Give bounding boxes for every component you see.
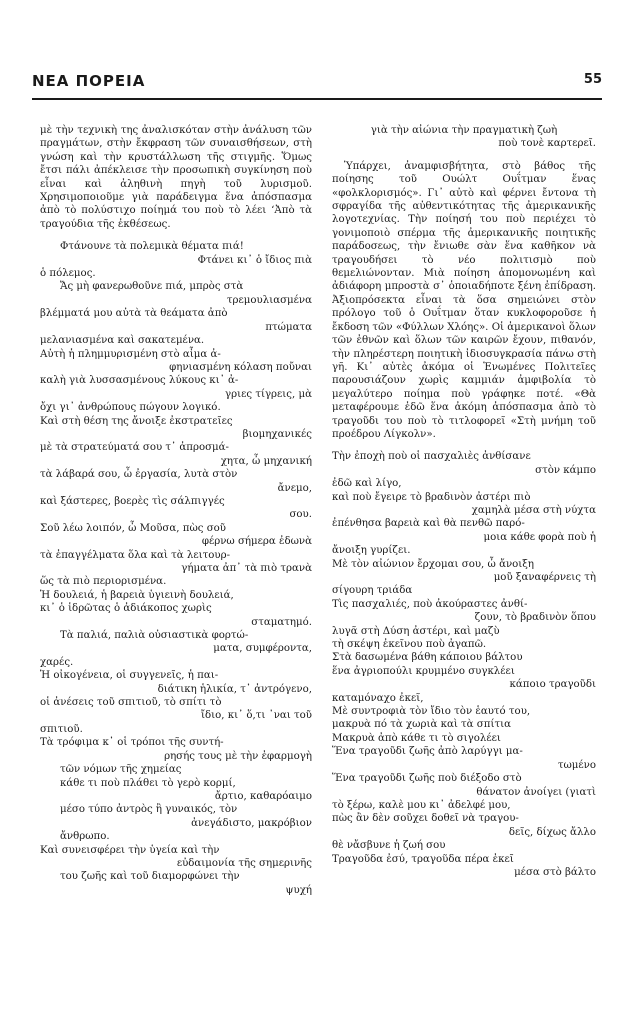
poem-line: ἄνεμο, — [277, 482, 312, 494]
poem-line: πτώματα — [265, 321, 312, 333]
poem-line: Μὲ συντροφιὰ τὸν ἴδιο τὸν ἑαυτό του, — [332, 706, 531, 718]
poem-line: Στὰ δασωμένα βάθη κάποιου βάλτου — [332, 652, 523, 664]
left-poem — [40, 240, 312, 897]
poem-line: ἐπένθησα βαρειὰ καὶ θὰ πενθῶ παρό- — [332, 518, 525, 530]
poem-line: σίγουρη τριάδα — [332, 585, 413, 597]
running-header — [32, 70, 602, 100]
poem-line: κάποιο τραγοῦδι — [509, 679, 596, 691]
poem-line: μοια κάθε φορὰ ποὺ ἡ — [483, 531, 596, 543]
left-prose-paragraph: μὲ τὴν τεχνικὴ της ἀναλισκόταν στὴν ἀνάλυση τῶν πραγμάτων, στὴν ἔκφραση τῶν συναισθήσεων, στὴ γνώση καὶ τὴν κρυστάλλωση τῆς στιγμῆς. Ὅμως ἔτσι πάλι ἀπέκλεισε τὴν προσωπικὴ συγκίνηση ποὺ εἶναι καὶ ἀληθινὴ πηγὴ τοῦ λυρισμοῦ. Χρησιμοποιοῦμε γιὰ παράδειγμα ἕνα ἀπόσπασμα ἀπὸ τὸ πολύστιχο ποίημά του ποὺ τὸ λέει ‘Ἀπὸ τὰ τραγούδια τῆς ἐκθέσεως. — [40, 125, 312, 230]
poem-line: ἄνοιξη γυρίζει. — [332, 545, 411, 557]
poem-line: γιὰ τὴν αἰώνια τὴν πραγματικὴ ζωὴ — [370, 125, 558, 136]
poem-line: Τὰ τρόφιμα κ᾿ οἱ τρόποι τῆς συντή- — [40, 737, 224, 749]
poem-line: διάτικη ἡλικία, τ᾿ ἀντρόγενο, — [157, 683, 312, 695]
poem-line: σπιτιοῦ. — [40, 723, 83, 735]
poem-line: βλέμματά μου αὐτὰ τὰ θεάματα ἀπὸ — [40, 308, 228, 320]
poem-line: καταμόναχο ἐκεῖ, — [332, 692, 424, 704]
poem-line: Τὴν ἐποχὴ ποὺ οἱ πασχαλιὲς ἀνθίσανε — [332, 451, 531, 463]
page-number: 55 — [583, 72, 602, 87]
poem-line: καλὴ γιὰ λυσσασμένους λύκους κι᾿ ἀ- — [40, 375, 239, 387]
poem-line: Τὰ παλιά, παλιὰ οὐσιαστικὰ φορτώ- — [60, 630, 249, 642]
poem-line: ρησής τους μὲ τὴν ἐφαρμογὴ — [164, 750, 312, 762]
poem-line: ψυχή — [285, 884, 312, 896]
poem-line: Ἡ δουλειά, ἡ βαρειὰ ὑγιεινὴ δουλειά, — [40, 589, 234, 601]
poem-line: Καὶ στὴ θέση της ἄνοιξε ἐκστρατεῖες — [40, 415, 233, 427]
poem-line: ζουν, τὸ βραδινὸν ὅπου — [474, 612, 596, 624]
poem-line: τωμένο — [557, 759, 596, 771]
poem-line: του ζωῆς καὶ τοῦ διαμορφώνει τὴν — [60, 871, 240, 883]
poem-line: ἐδῶ καὶ λίγο, — [332, 478, 402, 490]
poem-line: τρεμουλιασμένα — [226, 294, 312, 306]
poem-line: ὄχι γι᾿ ἀνθρώπους πώγουν λογικό. — [40, 402, 221, 414]
poem-line: Αὐτὴ ἡ πλημμυρισμένη στὸ αἷμα ἀ- — [40, 348, 221, 360]
poem-line: τὸ ξέρω, καλὲ μου κι᾿ ἀδελφέ μου, — [332, 799, 511, 811]
poem-line: χαμηλὰ μέσα στὴ νύχτα — [471, 504, 596, 516]
poem-line: μὲ τὰ στρατεύματά σου τ᾿ ἀπροσμά- — [40, 442, 229, 454]
poem-line: ἄρτιο, καθαρόαιμο — [214, 790, 312, 802]
poem-line: Τὶς πασχαλιές, ποὺ ἀκούραστες ἀνθί- — [332, 598, 528, 610]
right-prose-paragraph: Ὑπάρχει, ἀναμφισβήτητα, στὸ βάθος τῆς ποίησης τοῦ Ουώλτ Ουΐτμαν ἕνας «φολκλορισμός». Γι᾿ αὐτὸ καὶ φέρνει ἔντονα τὴ σφραγίδα τῆς αὐθεντικότητας τῆς ἀμερικανικῆς λογοτεχνίας. Τὴν ποίησή του ποὺ περιέχει τὸ γονιμοποιὸ σπέρμα τῆς ἀμερικανικῆς ποιητικῆς παράδοσεως, τὴν ἔνιωθε σὰν ἕνα καθῆκον νὰ τραγουδήσει τὸ νέο πολιτισμὸ ποὺ θεμελιώνονταν. Μιὰ ποίηση ἀπομονωμένη καὶ ἀδιάφορη μπροστὰ σ᾿ ὁποιαδήποτε ξένη ἐπίδραση. Ἀξιοπρόσεκτα εἶναι τὰ ὅσα σημειώνει στὸν πρόλογο τοῦ ὁ Ουΐτμαν ὅταν κυκλοφοροῦσε ἡ ἔκδοση τῶν «Φύλλων Χλόης». Οἱ ἀμερικανοὶ ὅλων τῶν ἐθνῶν καὶ ὅλων τῶν καιρῶν ἔχουν, πιθανόν, τὴν πληρέστερη ποιητικὴ ἰδιοσυγκρασία πάνω στὴ γῆ. Κι᾿ αὐτὲς ἀκόμα οἱ Ἑνωμένες Πολιτεῖες παρουσιάζουν χωρὶς καμμιάν ἀμφιβολία τὸ μεγαλύτερο ποίημα ποὺ γράφηκε ποτέ. «Θὰ μεταφέρουμε ἐδῶ ἕνα ἀκόμη ἀπόσπασμα ἀπὸ τὸ τραγοῦδι του ποὺ τὸ τιτλοφορεῖ «Στὴ μνήμη τοῦ προέδρου Λίγκολν». — [332, 160, 596, 440]
poem-line: Μακρυὰ ἀπὸ κάθε τι τὸ σιγολέει — [332, 732, 501, 744]
poem-line: Φτάνει κι᾿ ὁ ἴδιος πιὰ — [197, 254, 312, 266]
poem-line: δεῖς, δίχως ἄλλο — [508, 826, 596, 838]
right-column — [332, 124, 596, 1004]
poem-line: Ἕνα τραγοῦδι ζωῆς ποὺ διέξοδο στὸ — [332, 773, 522, 785]
poem-line: θὲ νἄσβυνε ἡ ζωή σου — [332, 840, 446, 852]
poem-line: κι᾿ ὁ ἱδρῶτας ὁ ἀδιάκοπος χωρὶς — [40, 603, 212, 615]
right-opening-lines — [332, 124, 596, 151]
poem-line: Σοῦ λέω λοιπόν, ὦ Μοῦσα, πὼς σοῦ — [40, 522, 226, 534]
poem-line: σου. — [289, 509, 312, 521]
right-poem — [332, 450, 596, 879]
poem-line: χαρές. — [40, 656, 74, 668]
poem-line: ματα, συμφέροντα, — [213, 643, 312, 655]
poem-line: πὼς ἂν δὲν σοῦχει δοθεῖ νὰ τραγου- — [332, 813, 519, 825]
left-column — [40, 124, 312, 1004]
poem-line: Φτάνουνε τὰ πολεμικὰ θέματα πιά! — [60, 241, 244, 253]
poem-line: ἄνθρωπο. — [60, 831, 110, 843]
poem-line: Μὲ τὸν αἰώνιον ἔρχομαι σου, ὦ ἄνοιξη — [332, 558, 534, 570]
poem-line: καὶ ποὺ ἔγειρε τὸ βραδινὸν ἀστέρι πιὸ — [332, 491, 531, 503]
poem-line: ἕνα ἀγριοπούλι κρυμμένο συγκλέει — [332, 665, 515, 677]
poem-line: μελανιασμένα καὶ σακατεμένα. — [40, 335, 205, 347]
poem-line: Καὶ συνεισφέρει τὴν ὑγεία καὶ τὴν — [40, 844, 220, 856]
poem-line: Ἄς μὴ φανερωθοῦνε πιά, μπρὸς στὰ — [60, 281, 244, 293]
poem-line: ὥς τὰ πιὸ περιορισμένα. — [40, 576, 167, 588]
poem-line: σταματημό. — [251, 616, 312, 628]
poem-line: τὰ λάβαρά σου, ὦ ἐργασία, λυτὰ στὸν — [40, 469, 238, 481]
poem-line: ἀνεγάδιστο, μακρόβιον — [191, 817, 312, 829]
poem-line: στὸν κάμπο — [535, 464, 596, 476]
poem-line: φηνιασμένη κόλαση ποὔναι — [169, 361, 312, 373]
poem-line: οἱ ἀνέσεις τοῦ σπιτιοῦ, τὸ σπίτι τὸ — [40, 697, 222, 709]
poem-line: θάνατον ἀνοίγει (γιατὶ — [476, 786, 596, 798]
poem-line: ἴδιο, κι᾿ ὅ,τι ᾿ναι τοῦ — [200, 710, 312, 722]
poem-line: χητα, ὦ μηχανική — [220, 455, 312, 467]
poem-line: εὐδαιμονία τῆς σημερινῆς — [176, 857, 312, 869]
poem-line: Ἡ οἰκογένεια, οἱ συγγενεῖς, ἡ παι- — [40, 670, 219, 682]
poem-line: κάθε τι ποὺ πλάθει τὸ γερὸ κορμί, — [60, 777, 236, 789]
poem-line: τὰ ἐπαγγέλματα ὅλα καὶ τὰ λειτουρ- — [40, 549, 231, 561]
poem-line: ποὺ τονὲ καρτερεῖ. — [498, 138, 596, 150]
poem-line: μέσο τύπο ἀντρὸς ἢ γυναικός, τὸν — [60, 804, 238, 816]
journal-title: ΝΕΑ ΠΟΡΕΙΑ — [32, 72, 146, 90]
poem-line: Ἕνα τραγοῦδι ζωῆς ἀπὸ λαρύγγι μα- — [332, 746, 523, 758]
poem-line: τῶν νόμων τῆς χημείας — [60, 764, 182, 776]
poem-line: τὴ σκέψη ἐκεῖνου ποὺ ἀγαπῶ. — [332, 639, 487, 651]
poem-line: φέρνω σήμερα ἐδωνὰ — [201, 536, 312, 548]
poem-line: καὶ ξάστερες, βοερὲς τὶς σάλπιγγές — [40, 495, 225, 507]
poem-line: Τραγοῦδα ἐσύ, τραγοῦδα πέρα ἐκεῖ — [332, 853, 514, 865]
poem-line: ὁ πόλεμος. — [40, 268, 96, 280]
poem-line: λυγᾶ στὴ Δύση ἀστέρι, καὶ μαζὺ — [332, 625, 500, 637]
poem-line: μέσα στὸ βάλτο — [514, 866, 596, 878]
poem-line: γήματα ἀπ᾿ τὰ πιὸ τρανὰ — [181, 563, 312, 574]
poem-line: μοῦ ξαναφέρνεις τὴ — [493, 572, 596, 583]
poem-line: γριες τίγρεις, μὰ — [225, 388, 312, 400]
poem-line: μακρυὰ πό τὰ χωριὰ καὶ τὰ σπίτια — [332, 719, 511, 731]
poem-line: βιομηχανικές — [242, 428, 312, 440]
